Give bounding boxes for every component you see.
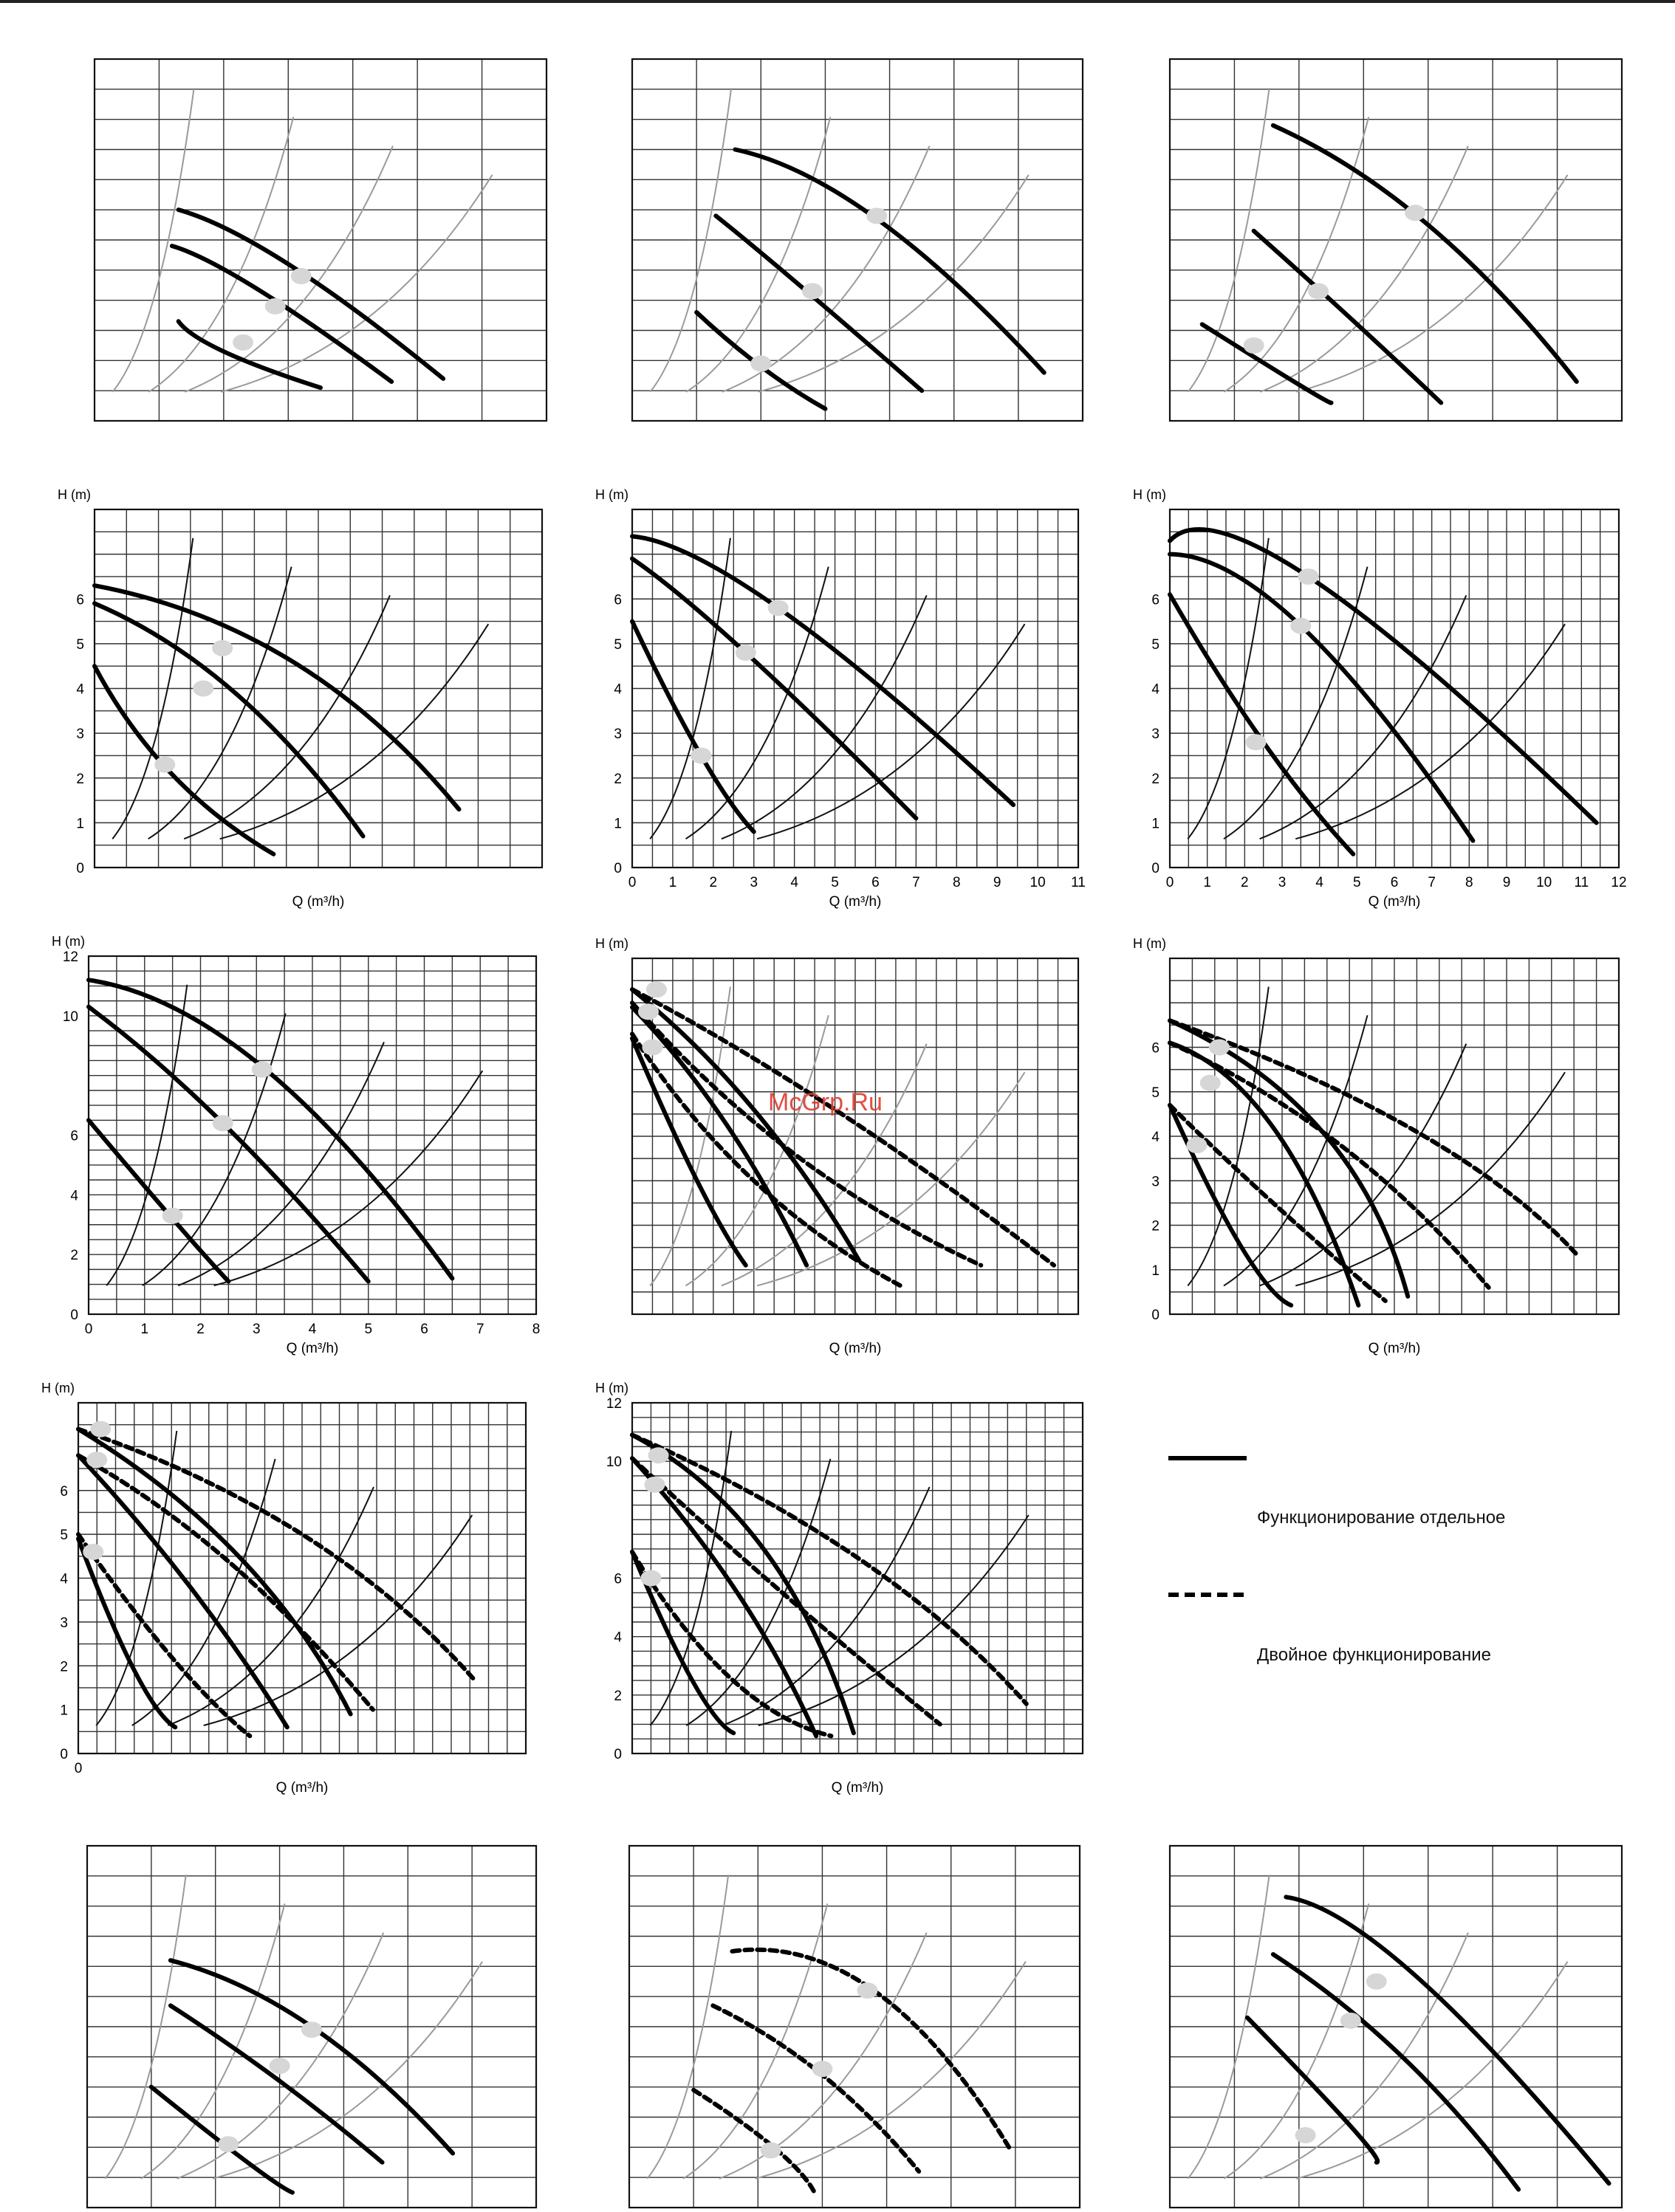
system-curve xyxy=(1260,595,1467,839)
operating-point xyxy=(857,1982,877,1999)
operating-point xyxy=(750,355,771,371)
y-tick-label: 4 xyxy=(614,1629,622,1646)
operating-point xyxy=(1405,205,1425,221)
x-tick-label: 8 xyxy=(532,1322,541,1337)
y-tick-label: 6 xyxy=(1151,1040,1160,1057)
chart-panel xyxy=(41,1381,526,1796)
y-tick-label: 1 xyxy=(60,1703,68,1719)
chart-panel xyxy=(1133,487,1627,910)
operating-point xyxy=(218,2136,239,2152)
y-tick-label: 6 xyxy=(76,592,84,608)
y-axis-label: H (m) xyxy=(1133,936,1166,951)
operating-point xyxy=(1244,337,1264,354)
operating-point xyxy=(162,1208,183,1224)
pump-curve-single xyxy=(89,980,452,1278)
y-tick-label: 4 xyxy=(1151,681,1160,698)
operating-point xyxy=(638,1003,659,1020)
operating-point xyxy=(1308,283,1329,299)
pump-curve-single xyxy=(78,1429,351,1714)
operating-point xyxy=(736,645,756,661)
y-axis-label: H (m) xyxy=(1133,487,1166,502)
legend-solid-swatch xyxy=(1167,1454,1248,1462)
pump-curve-single xyxy=(78,1539,175,1727)
operating-point xyxy=(646,981,667,997)
y-tick-label: 3 xyxy=(614,727,622,743)
y-axis-label: H (m) xyxy=(58,487,91,502)
operating-point xyxy=(265,298,286,315)
x-tick-label: 1 xyxy=(1203,875,1211,890)
y-tick-label: 6 xyxy=(614,1571,622,1587)
operating-point xyxy=(233,334,253,351)
operating-point xyxy=(301,2022,322,2038)
y-tick-label: 1 xyxy=(1151,1263,1160,1279)
x-tick-label: 10 xyxy=(1030,875,1046,890)
chart-panel xyxy=(1133,936,1619,1356)
y-tick-label: 2 xyxy=(1151,1218,1160,1234)
x-tick-label: 3 xyxy=(1278,875,1287,890)
pump-curve-single xyxy=(78,1455,287,1727)
operating-point xyxy=(812,2061,832,2077)
y-tick-label: 0 xyxy=(1151,1308,1160,1323)
system-curve xyxy=(757,624,1024,839)
legend xyxy=(1167,1440,1654,1683)
x-tick-label: 11 xyxy=(1574,875,1589,890)
operating-point xyxy=(640,1570,661,1587)
y-tick-label: 4 xyxy=(60,1571,68,1587)
pump-curve-single xyxy=(1170,1043,1358,1305)
y-tick-label: 6 xyxy=(614,592,622,608)
x-tick-label: 0 xyxy=(628,875,637,890)
operating-point xyxy=(1298,569,1318,585)
x-tick-label: 12 xyxy=(1611,875,1627,890)
y-tick-label: 3 xyxy=(1151,1174,1160,1190)
y-tick-label: 1 xyxy=(1151,816,1160,832)
y-tick-label: 2 xyxy=(614,1688,622,1704)
y-tick-label: 1 xyxy=(614,816,622,832)
y-axis-label: H (m) xyxy=(595,1381,628,1395)
y-tick-label: 0 xyxy=(1151,861,1160,876)
system-curve xyxy=(756,1962,1026,2179)
operating-point xyxy=(90,1421,111,1438)
x-tick-label: 9 xyxy=(993,875,1001,890)
y-tick-label: 10 xyxy=(606,1454,622,1471)
x-tick-label: 2 xyxy=(1241,875,1249,890)
system-curve xyxy=(685,567,828,839)
x-tick-label: 5 xyxy=(1353,875,1361,890)
legend-dashed-swatch xyxy=(1167,1591,1248,1598)
chart-panel xyxy=(595,487,1086,910)
y-tick-label: 5 xyxy=(614,636,622,653)
operating-point xyxy=(193,681,213,697)
operating-point xyxy=(213,1115,233,1131)
y-tick-label: 0 xyxy=(614,1747,622,1762)
y-tick-label: 6 xyxy=(70,1128,78,1144)
x-tick-label: 6 xyxy=(420,1322,428,1337)
system-curve xyxy=(220,624,489,839)
pump-curve-single xyxy=(171,2005,383,2162)
x-axis-label: Q (m³/h) xyxy=(286,1341,339,1356)
system-curve xyxy=(214,1071,483,1285)
chart-panel xyxy=(1170,59,1622,421)
x-tick-label: 2 xyxy=(196,1322,205,1337)
system-curve xyxy=(1296,1962,1567,2179)
x-axis-label: Q (m³/h) xyxy=(292,894,345,910)
operating-point xyxy=(291,268,312,284)
pump-curve-single xyxy=(1170,554,1473,841)
y-tick-label: 0 xyxy=(60,1747,68,1762)
x-tick-label: 8 xyxy=(1465,875,1473,890)
operating-point xyxy=(1290,618,1311,634)
x-tick-label: 1 xyxy=(668,875,677,890)
operating-point xyxy=(1295,2127,1316,2143)
y-tick-label: 2 xyxy=(70,1248,78,1264)
x-tick-label: 0 xyxy=(74,1761,83,1776)
operating-point xyxy=(1340,2013,1361,2029)
x-tick-label: 3 xyxy=(252,1322,261,1337)
pump-curve-single xyxy=(179,210,443,379)
system-curve xyxy=(722,146,930,392)
y-tick-label: 6 xyxy=(1151,592,1160,608)
y-tick-label: 3 xyxy=(1151,727,1160,743)
x-tick-label: 9 xyxy=(1502,875,1511,890)
x-tick-label: 5 xyxy=(364,1322,373,1337)
x-tick-label: 6 xyxy=(871,875,880,890)
y-tick-label: 0 xyxy=(70,1308,78,1323)
operating-point xyxy=(1246,734,1267,750)
y-tick-label: 3 xyxy=(76,727,84,743)
x-tick-label: 4 xyxy=(1315,875,1323,890)
operating-point xyxy=(154,757,175,773)
y-tick-label: 12 xyxy=(62,949,78,965)
pump-curve-single xyxy=(1273,1954,1518,2190)
operating-point xyxy=(86,1452,107,1468)
chart-panel xyxy=(52,934,540,1356)
pump-curve-single xyxy=(716,216,922,391)
operating-point xyxy=(252,1062,273,1078)
y-tick-label: 12 xyxy=(606,1396,622,1412)
x-axis-label: Q (m³/h) xyxy=(829,894,882,910)
pump-curve-single xyxy=(1273,126,1577,382)
chart-panel xyxy=(58,487,542,910)
y-tick-label: 0 xyxy=(614,861,622,876)
system-curve xyxy=(185,146,393,392)
watermark: McGrp.Ru xyxy=(768,1088,883,1116)
x-tick-label: 7 xyxy=(912,875,920,890)
system-curve xyxy=(143,1014,286,1286)
system-curve xyxy=(184,595,390,839)
pump-curve-dual xyxy=(693,2090,816,2196)
x-tick-label: 0 xyxy=(84,1322,93,1337)
pump-curve-single xyxy=(632,989,859,1261)
y-tick-label: 0 xyxy=(76,861,84,876)
chart-panel xyxy=(1170,1846,1622,2208)
pump-curve-single xyxy=(89,1120,228,1281)
operating-point xyxy=(83,1544,103,1560)
x-tick-label: 5 xyxy=(831,875,839,890)
y-tick-label: 4 xyxy=(614,681,622,698)
operating-point xyxy=(648,1447,669,1463)
system-curve xyxy=(132,1459,275,1725)
x-axis-label: Q (m³/h) xyxy=(1368,1341,1421,1356)
operating-point xyxy=(866,207,887,224)
chart-panel xyxy=(87,1846,536,2208)
pump-curve-dual xyxy=(713,2005,919,2171)
system-curve xyxy=(1260,146,1468,392)
pump-curve-single xyxy=(1170,594,1353,854)
system-curve xyxy=(686,117,830,391)
y-tick-label: 10 xyxy=(62,1009,78,1025)
y-tick-label: 5 xyxy=(76,636,84,653)
y-tick-label: 5 xyxy=(60,1528,68,1544)
pump-curve-single xyxy=(1254,231,1442,403)
system-curve xyxy=(1224,567,1368,839)
pump-curve-single xyxy=(1286,1897,1609,2183)
y-tick-label: 3 xyxy=(60,1615,68,1631)
operating-point xyxy=(645,1477,665,1493)
operating-point xyxy=(270,2058,290,2074)
operating-point xyxy=(1366,1974,1387,1990)
system-curve xyxy=(1296,175,1567,392)
system-curve xyxy=(178,1042,384,1285)
x-tick-label: 8 xyxy=(952,875,961,890)
chart-panel xyxy=(629,1846,1080,2208)
x-tick-label: 2 xyxy=(709,875,718,890)
y-tick-label: 5 xyxy=(1151,1085,1160,1101)
y-tick-label: 6 xyxy=(60,1483,68,1500)
y-axis-label: H (m) xyxy=(595,936,628,951)
x-tick-label: 10 xyxy=(1536,875,1552,890)
operating-point xyxy=(768,600,789,616)
operating-point xyxy=(691,747,711,763)
y-tick-label: 2 xyxy=(614,771,622,787)
y-tick-label: 4 xyxy=(70,1188,78,1204)
chart-panel xyxy=(595,936,1078,1356)
x-tick-label: 1 xyxy=(140,1322,149,1337)
x-axis-label: Q (m³/h) xyxy=(275,1780,329,1796)
x-axis-label: Q (m³/h) xyxy=(1368,894,1421,910)
operating-point xyxy=(212,640,233,656)
x-tick-label: 6 xyxy=(1390,875,1399,890)
x-tick-label: 7 xyxy=(476,1322,484,1337)
system-curve xyxy=(758,1515,1029,1725)
chart-panel xyxy=(95,59,547,421)
y-tick-label: 4 xyxy=(1151,1130,1160,1145)
y-tick-label: 2 xyxy=(76,771,84,787)
y-tick-label: 2 xyxy=(1151,771,1160,787)
x-axis-label: Q (m³/h) xyxy=(829,1341,882,1356)
system-curve xyxy=(683,1903,827,2178)
operating-point xyxy=(802,283,823,299)
y-axis-label: H (m) xyxy=(595,487,628,502)
legend-dashed-label: Двойное функционирование xyxy=(1257,1645,1492,1665)
operating-point xyxy=(1209,1040,1230,1056)
system-curve xyxy=(1295,1072,1565,1285)
operating-point xyxy=(1186,1137,1207,1153)
y-tick-label: 4 xyxy=(76,681,84,698)
system-curve xyxy=(1295,624,1565,839)
y-tick-label: 5 xyxy=(1151,636,1160,653)
system-curve xyxy=(221,175,492,392)
y-axis-label: H (m) xyxy=(41,1381,75,1395)
operating-point xyxy=(1200,1075,1221,1091)
x-axis-label: Q (m³/h) xyxy=(831,1780,884,1796)
y-axis-label: H (m) xyxy=(52,934,85,949)
y-tick-label: 2 xyxy=(60,1659,68,1675)
x-tick-label: 0 xyxy=(1165,875,1174,890)
x-tick-label: 4 xyxy=(790,875,798,890)
pump-curve-dual xyxy=(632,989,1054,1265)
chart-panel xyxy=(632,59,1083,421)
y-tick-label: 1 xyxy=(76,816,84,832)
chart-panel xyxy=(595,1381,1083,1796)
operating-point xyxy=(642,1040,662,1056)
x-tick-label: 11 xyxy=(1071,875,1086,890)
x-tick-label: 7 xyxy=(1428,875,1436,890)
x-tick-label: 3 xyxy=(750,875,758,890)
system-curve xyxy=(148,567,292,839)
operating-point xyxy=(761,2142,781,2158)
legend-solid-label: Функционирование отдельное xyxy=(1257,1508,1506,1528)
x-tick-label: 4 xyxy=(308,1322,317,1337)
